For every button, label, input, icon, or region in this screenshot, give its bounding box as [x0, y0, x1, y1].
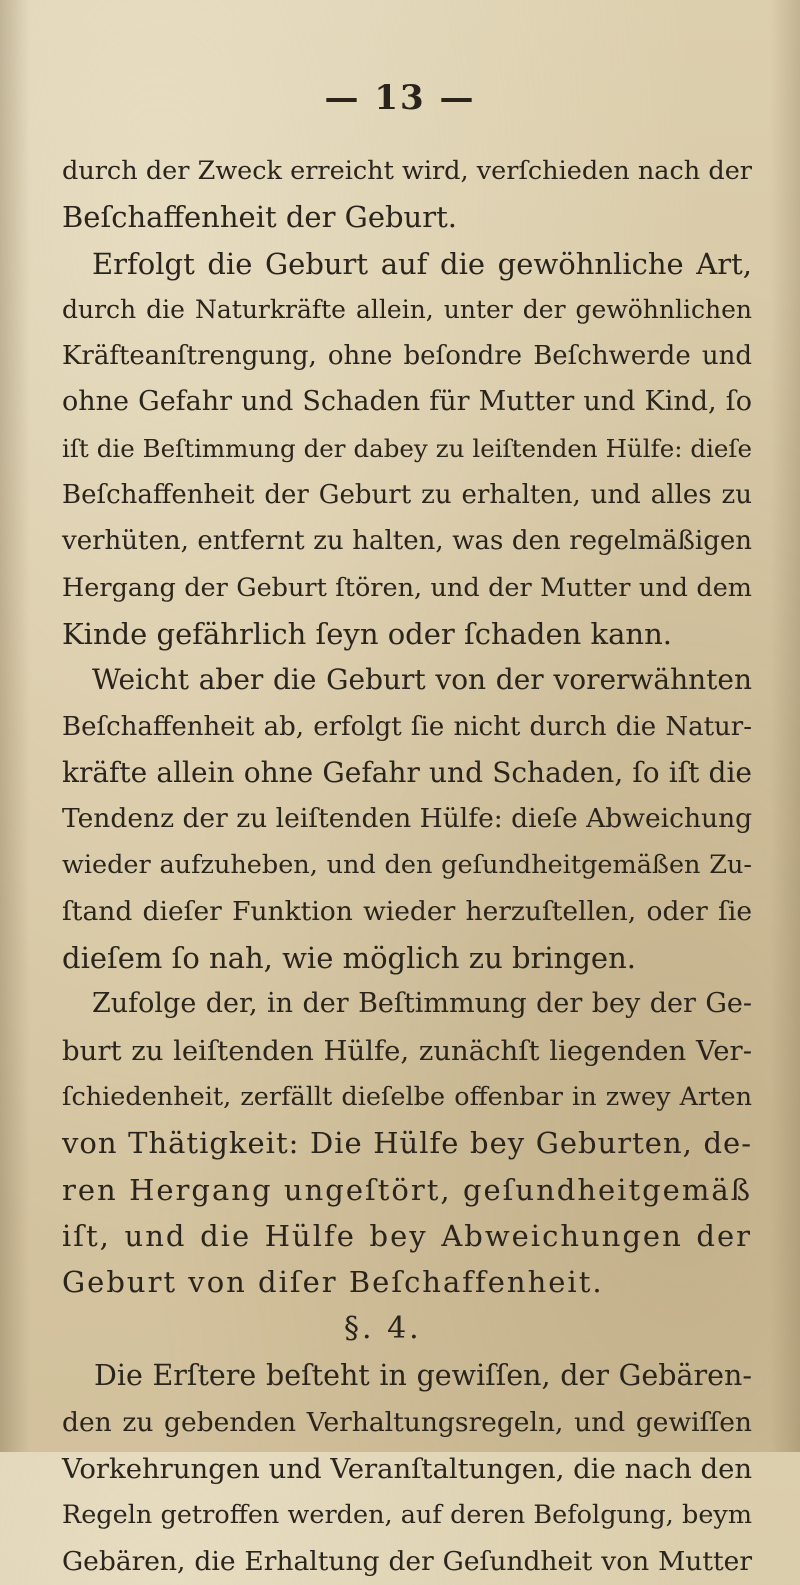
text-line: Hergang der Geburt ſtören, und der Mutter und dem	[62, 572, 752, 603]
text-line: burt zu leiſtenden Hülfe, zunächſt liegenden Ver-	[62, 1034, 752, 1067]
paragraph-start-line: Erfolgt die Geburt auf die gewöhnliche Art,	[92, 246, 752, 281]
text-line: Geburt von diſer Beſchaffenheit.	[62, 1265, 604, 1300]
text-line: dieſem ſo nah, wie möglich zu bringen.	[62, 941, 636, 976]
text-line: kräfte allein ohne Gefahr und Schaden, ſo iſt die	[62, 755, 752, 789]
page-text	[62, 148, 752, 1585]
text-line: ohne Gefahr und Schaden für Mutter und Kind, ſo	[62, 386, 752, 418]
page-number: — 13 —	[324, 78, 476, 118]
paragraph-start-line: Die Erſtere beſteht in gewiſſen, der Gebären-	[94, 1359, 752, 1393]
text-line: iſt, und die Hülfe bey Abweichungen der	[62, 1218, 752, 1253]
text-line: Regeln getroffen werden, auf deren Befolgung, beym	[62, 1500, 752, 1531]
text-line: durch der Zweck erreicht wird, verſchieden nach der	[62, 156, 752, 186]
text-line: iſt die Beſtimmung der dabey zu leiſtenden Hülfe: dieſe	[62, 433, 752, 463]
text-line: Gebären, die Erhaltung der Geſundheit von Mutter	[62, 1545, 752, 1577]
text-line: Tendenz der zu leiſtenden Hülfe: dieſe Abweichung	[62, 803, 753, 835]
text-line: Beſchaffenheit der Geburt zu erhalten, und alles zu	[62, 480, 752, 511]
text-line: verhüten, entfernt zu halten, was den regelmäßigen	[62, 526, 752, 557]
text-line: den zu gebenden Verhaltungsregeln, und gewiſſen	[62, 1406, 752, 1438]
text-line: Vorkehrungen und Veranſtaltungen, die nach den	[62, 1453, 753, 1486]
left-page-edge	[0, 0, 30, 1452]
text-line: ſtand dieſer Funktion wieder herzuſtellen, oder ſie	[62, 895, 752, 927]
text-line: von Thätigkeit: Die Hülfe bey Geburten, de-	[62, 1126, 752, 1161]
right-page-edge	[770, 0, 800, 1452]
text-line: ren Hergang ungeſtört, geſundheitgemäß	[62, 1172, 752, 1207]
text-line: wieder aufzuheben, und den geſundheitgemäßen Zu-	[62, 850, 752, 881]
text-line: Kräfteanſtrengung, ohne beſondre Beſchwerde und	[62, 341, 752, 372]
text-line: Kinde gefährlich ſeyn oder ſchaden kann.	[62, 616, 672, 651]
paragraph-start-line: Zufolge der, in der Beſtimmung der bey der Ge-	[92, 988, 752, 1020]
text-line: durch die Naturkräfte allein, unter der gewöhnlichen	[62, 294, 752, 324]
text-line: ſchiedenheit, zerfällt dieſelbe offenbar in zwey Arten	[62, 1081, 752, 1112]
text-line: Beſchaffenheit der Geburt.	[62, 200, 457, 235]
paragraph-start-line: Weicht aber die Geburt von der vorerwähnten	[92, 663, 752, 697]
text-line: Beſchaffenheit ab, erfolgt ſie nicht durch die Natur-	[62, 711, 752, 742]
section-heading: §. 4.	[344, 1311, 422, 1347]
